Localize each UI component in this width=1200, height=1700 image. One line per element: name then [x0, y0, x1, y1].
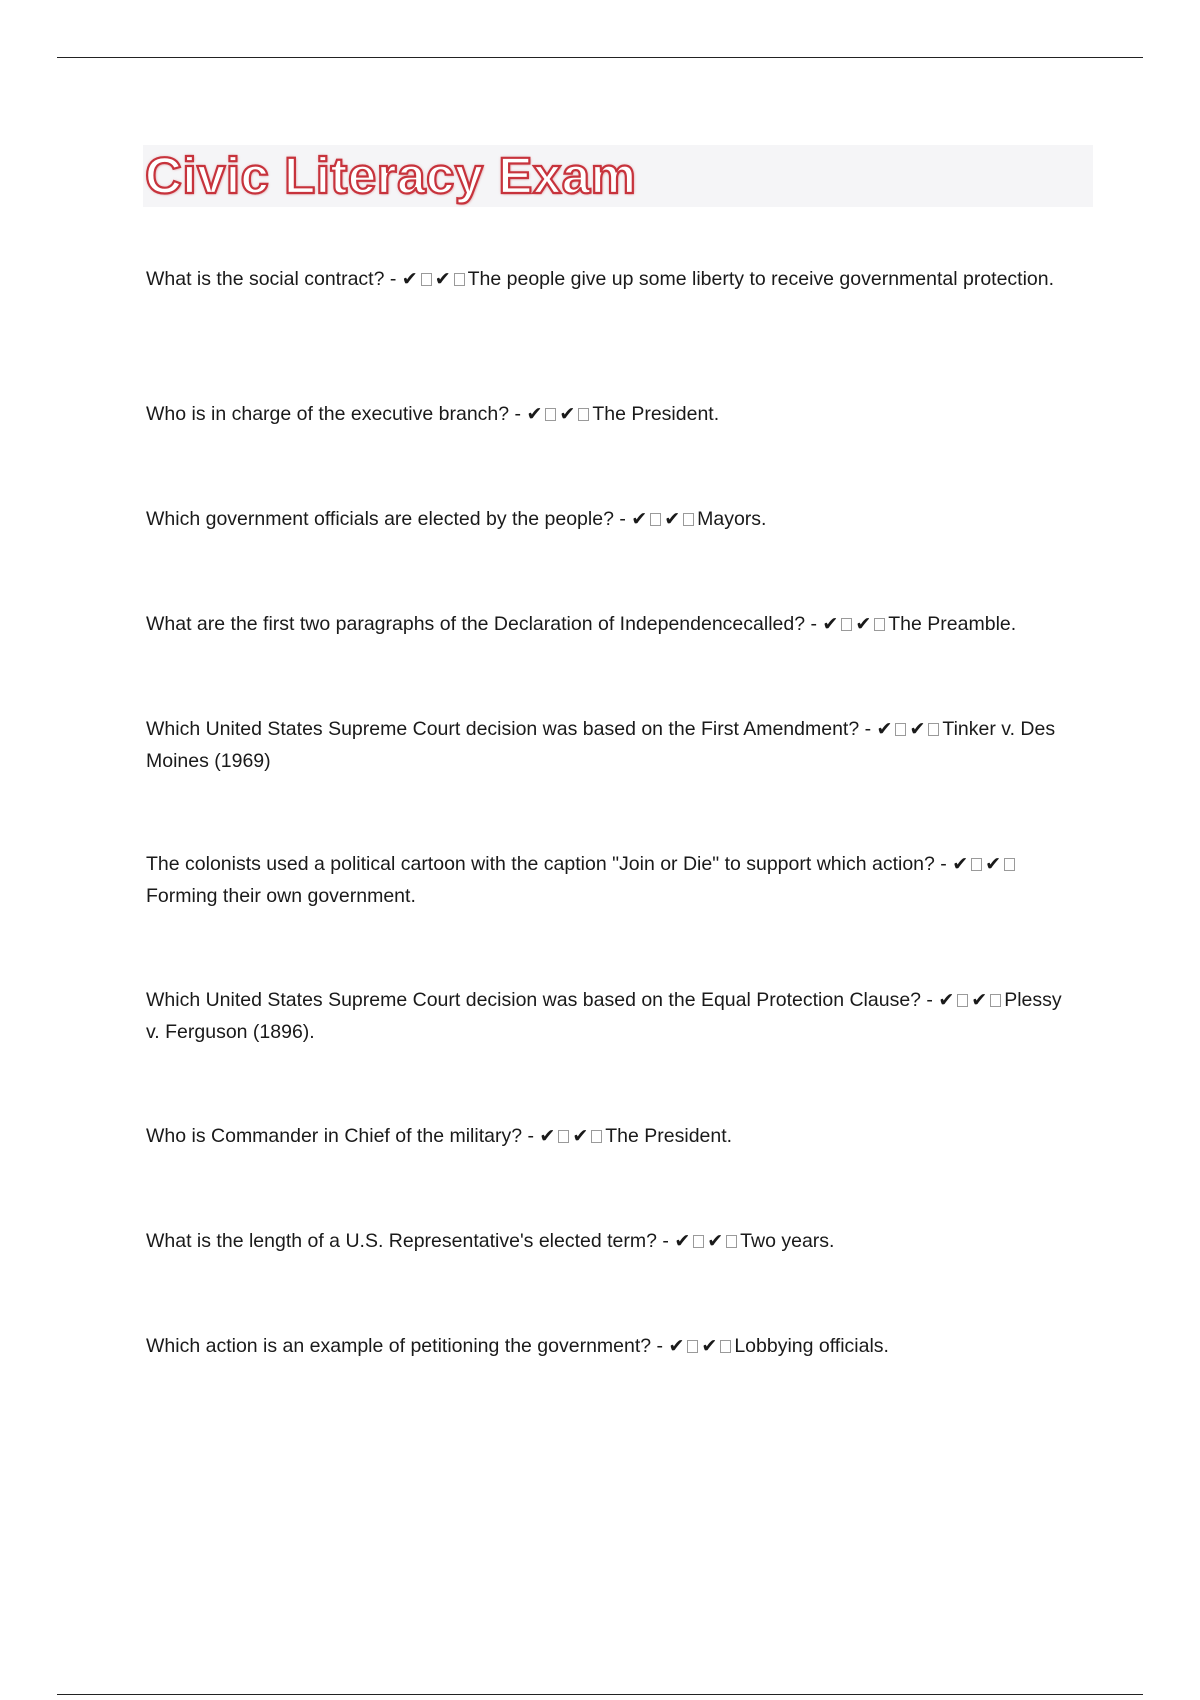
question-text: Which action is an example of petitioning the government? — [146, 1335, 652, 1357]
check-mark-icon: ✔ — [822, 613, 839, 635]
answer-separator: - — [651, 1335, 669, 1357]
answer-text: The President. — [605, 1125, 733, 1147]
missing-glyph-box-icon — [650, 513, 661, 526]
question-text: Which government officials are elected by the people? — [146, 508, 614, 530]
question-text: Who is in charge of the executive branch? — [146, 403, 510, 425]
qa-item — [146, 984, 1076, 1048]
missing-glyph-box-icon — [421, 273, 432, 286]
answer-text: Lobbying officials. — [734, 1335, 889, 1357]
header-rule — [57, 57, 1143, 58]
check-mark-icon: ✔ — [631, 508, 648, 530]
answer-separator: - — [656, 1230, 675, 1252]
answer-separator: - — [522, 1125, 540, 1147]
missing-glyph-box-icon — [558, 1130, 569, 1143]
qa-item — [146, 608, 1076, 640]
check-mark-icon: ✔ — [952, 853, 969, 875]
answer-text: Two years. — [740, 1230, 835, 1252]
question-text: Which United States Supreme Court decision was based on the Equal Protection Clause? — [146, 989, 922, 1011]
qa-item — [146, 1225, 1076, 1257]
missing-glyph-box-icon — [841, 618, 852, 631]
check-mark-icon: ✔ — [664, 508, 681, 530]
missing-glyph-box-icon — [454, 273, 465, 286]
answer-text: The President. — [592, 403, 720, 425]
missing-glyph-box-icon — [578, 408, 589, 421]
missing-glyph-box-icon — [545, 408, 556, 421]
missing-glyph-box-icon — [693, 1235, 704, 1248]
question-text: The colonists used a political cartoon with the caption "Join or Die" to support which action? — [146, 853, 935, 875]
footer-rule — [57, 1694, 1143, 1695]
answer-text: Forming their own government. — [146, 885, 416, 907]
qa-item — [146, 398, 1076, 430]
check-mark-icon: ✔ — [876, 718, 893, 740]
check-mark-icon: ✔ — [401, 268, 418, 290]
missing-glyph-box-icon — [874, 618, 885, 631]
missing-glyph-box-icon — [591, 1130, 602, 1143]
missing-glyph-box-icon — [683, 513, 694, 526]
check-mark-icon: ✔ — [938, 989, 955, 1011]
question-text: Who is Commander in Chief of the military? — [146, 1125, 523, 1147]
missing-glyph-box-icon — [726, 1235, 737, 1248]
document-title: Civic Literacy Exam — [145, 147, 637, 204]
answer-text: Plessy v. Ferguson (1896). — [146, 989, 1062, 1043]
answer-text: Tinker v. Des Moines (1969) — [146, 718, 1056, 772]
answer-separator: - — [509, 403, 527, 425]
check-mark-icon: ✔ — [674, 1230, 691, 1252]
check-mark-icon: ✔ — [985, 853, 1002, 875]
check-mark-icon: ✔ — [909, 718, 926, 740]
check-mark-icon: ✔ — [971, 989, 988, 1011]
answer-text: The Preamble. — [888, 613, 1017, 635]
qa-item — [146, 713, 1076, 777]
missing-glyph-box-icon — [957, 994, 968, 1007]
answer-separator: - — [384, 268, 402, 290]
missing-glyph-box-icon — [1004, 858, 1015, 871]
check-mark-icon: ✔ — [707, 1230, 724, 1252]
answer-separator: - — [859, 718, 877, 740]
question-text: Which United States Supreme Court decision was based on the First Amendment? — [146, 718, 860, 740]
question-text: What are the first two paragraphs of the Declaration of Independencecalled? — [146, 613, 806, 635]
missing-glyph-box-icon — [895, 723, 906, 736]
qa-item — [146, 503, 1076, 535]
answer-text: Mayors. — [697, 508, 767, 530]
missing-glyph-box-icon — [687, 1340, 698, 1353]
qa-item — [146, 1120, 1076, 1152]
check-mark-icon: ✔ — [559, 403, 576, 425]
missing-glyph-box-icon — [971, 858, 982, 871]
check-mark-icon: ✔ — [855, 613, 872, 635]
check-mark-icon: ✔ — [526, 403, 543, 425]
answer-separator: - — [921, 989, 939, 1011]
check-mark-icon: ✔ — [572, 1125, 589, 1147]
missing-glyph-box-icon — [990, 994, 1001, 1007]
check-mark-icon: ✔ — [539, 1125, 556, 1147]
qa-item — [146, 848, 1076, 912]
missing-glyph-box-icon — [928, 723, 939, 736]
qa-item — [146, 263, 1076, 295]
answer-separator: - — [805, 613, 823, 635]
answer-separator: - — [613, 508, 632, 530]
question-text: What is the social contract? — [146, 268, 385, 290]
question-text: What is the length of a U.S. Representative's elected term? — [146, 1230, 657, 1252]
qa-item — [146, 1330, 1076, 1362]
check-mark-icon: ✔ — [434, 268, 451, 290]
answer-text: The people give up some liberty to receive governmental protection. — [467, 268, 1055, 290]
check-mark-icon: ✔ — [668, 1335, 685, 1357]
check-mark-icon: ✔ — [701, 1335, 718, 1357]
missing-glyph-box-icon — [720, 1340, 731, 1353]
answer-separator: - — [934, 853, 953, 875]
